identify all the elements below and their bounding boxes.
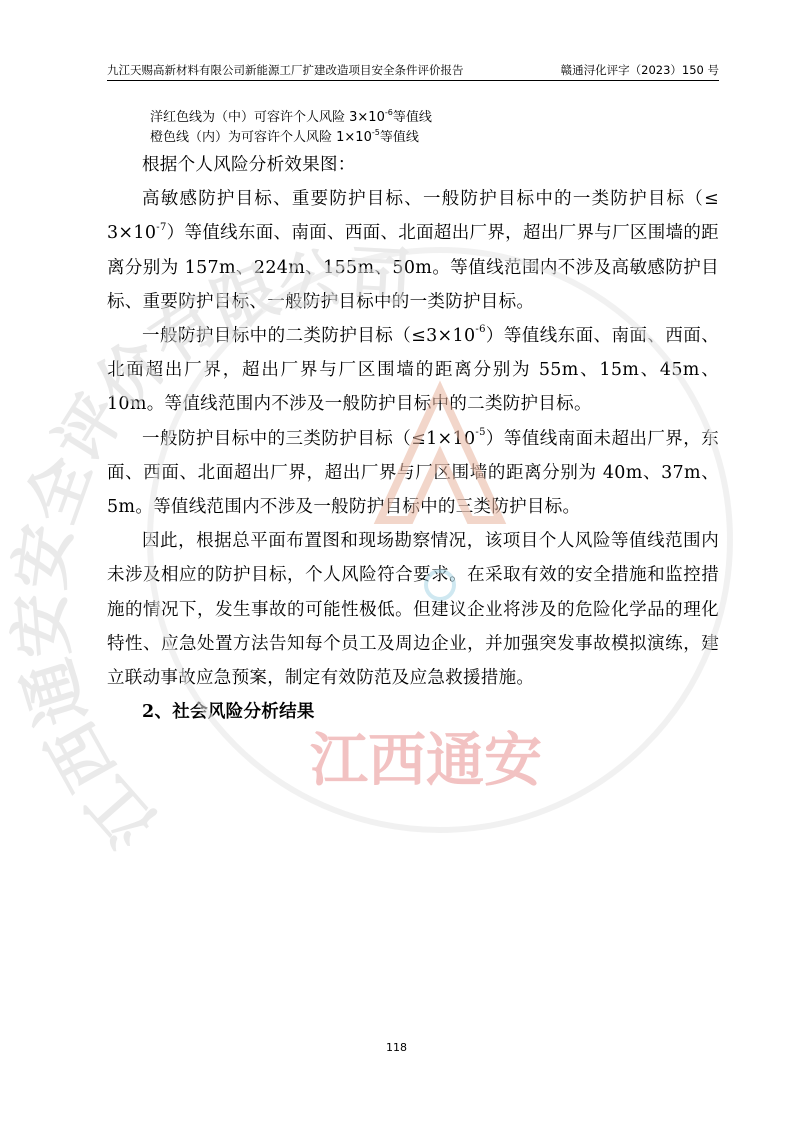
- seal-arc-text: 江西通安安全评价有限公司: [3, 239, 414, 860]
- paragraph-class-three-targets: 一般防护目标中的三类防护目标$(\le 1\times 10^{-5})$等值线南面未超出厂界，东面、西面、北面超出厂界，超出厂界与厂区围墙的距离分别为 40m、37m、5m。等值线范围内不涉及一般防护目标中的三类防护目标。: [107, 426, 719, 518]
- page-header: [107, 60, 719, 81]
- page-number: 118: [386, 1041, 407, 1054]
- paragraph-class-one-targets: 高敏感防护目标、重要防护目标、一般防护目标中的一类防护目标（≤ $3\times 10^{-7}$）等值线东面、南面、西面、北面超出厂界，超出厂界与厂区围墙的距离分别为 157m、224m、155m、50m。等值线范围内不涉及高敏感防护目标、重要防护目标、一般防护目标中的一类防护目标。: [107, 189, 719, 312]
- header-report-number: 赣通浔化评字（2023）150 号: [560, 63, 719, 77]
- section-heading-social-risk: 2、社会风险分析结果: [142, 702, 315, 723]
- intro-paragraph: 根据个人风险分析效果图：: [142, 155, 356, 175]
- legend-magenta-line: 洋红色线为（中）可容许个人风险 $3\times 10^{-6}$等值线: [150, 107, 432, 125]
- watermark-short-name: 江西通安: [310, 726, 543, 794]
- paragraph-conclusion: 因此，根据总平面布置图和现场勘察情况，该项目个人风险等值线范围内未涉及相应的防护目标，个人风险符合要求。在采取有效的安全措施和监控措施的情况下，发生事故的可能性极低。但建议企业将涉及的危险化学品的理化特性、应急处置方法告知每个员工及周边企业，并加强突发事故模拟演练，建立联动事故应急预案，制定有效防范及应急救援措施。: [107, 531, 719, 689]
- document-body: [107, 148, 719, 729]
- legend-orange-line: 橙色线（内）为可容许个人风险 $1\times 10^{-5}$等值线: [150, 127, 419, 145]
- paragraph-class-two-targets: 一般防护目标中的二类防护目标$(\le 3\times 10^{-6})$等值线东面、南面、西面、北面超出厂界，超出厂界与厂区围墙的距离分别为 55m、15m、45m、10m。等值线范围内不涉及一般防护目标中的二类防护目标。: [107, 324, 719, 415]
- header-report-title: 九江天赐高新材料有限公司新能源工厂扩建改造项目安全条件评价报告: [107, 63, 464, 77]
